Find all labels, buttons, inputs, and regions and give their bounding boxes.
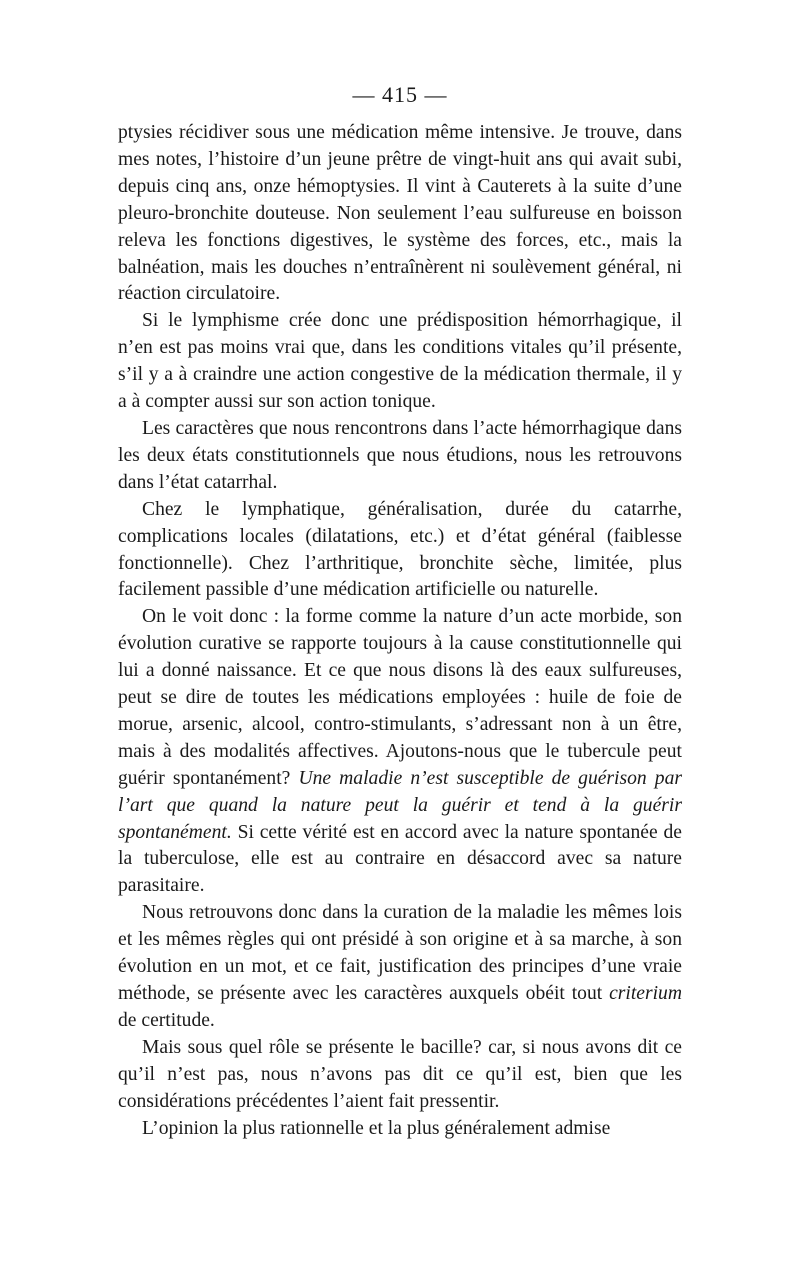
paragraph-5-text-before: On le voit donc : la forme comme la nature d’un acte morbide, son évolution curative se rapporte toujours à la cause constitutionnelle qui lui a donné naissance. Et ce que nous disons là des eaux sulfureuses, peut se dire de toutes les médications employées : huile de foie de morue, arsenic, alcool, contro-stimulants, s’adressant non à un être, mais à des modalités affectives. Ajoutons-nous que le tubercule peut guérir spontanément?	[118, 606, 682, 789]
paragraph-7: Mais sous quel rôle se présente le bacille? car, si nous avons dit ce qu’il n’est pas, nous n’avons pas dit ce qu’il est, bien que les considérations précédentes l’aient fait pressentir.	[118, 1036, 682, 1112]
paragraph-8: L’opinion la plus rationnelle et la plus généralement admise	[142, 1117, 611, 1139]
paragraph-6-italic-term: criterium	[609, 983, 682, 1004]
paragraph-1: ptysies récidiver sous une médication même intensive. Je trouve, dans mes notes, l’histoire d’un jeune prêtre de vingt-huit ans qui avait subi, depuis cinq ans, onze hémoptysies. Il vint à Cauterets à la suite d’une pleuro-bronchite douteuse. Non seulement l’eau sulfureuse en boisson releva les fonctions digestives, le système des forces, etc., mais la balnéation, mais les douches n’entraînèrent ni soulèvement général, ni réaction circulatoire.	[118, 122, 682, 305]
paragraph-5	[118, 604, 682, 900]
page-number: — 415 —	[352, 82, 448, 107]
paragraph-5-italic-quote: Une maladie n’est susceptible de guérison par l’art que quand la nature peut la guérir et tend à la guérir spontanément.	[118, 767, 682, 843]
paragraph-6-text-after: de certitude.	[118, 1009, 215, 1031]
paragraph-6-text-before: Nous retrouvons donc dans la curation de la maladie les mêmes lois et les mêmes règles qui ont présidé à son origine et à sa marche, à son évolution en un mot, et ce fait, justification des principes d’une vraie méthode, se présente avec les caractères auxquels obéit tout	[118, 902, 682, 1004]
body-text	[118, 120, 682, 1142]
paragraph-2: Si le lymphisme crée donc une prédisposition hémorrhagique, il n’en est pas moins vrai que, dans les conditions vitales qu’il présente, s’il y a à craindre une action congestive de la médication thermale, il y a à compter aussi sur son action tonique.	[118, 310, 682, 413]
paragraph-3: Les caractères que nous rencontrons dans l’acte hémorrhagique dans les deux états constitutionnels que nous étudions, nous les retrouvons dans l’état catarrhal.	[118, 417, 682, 493]
paragraph-6	[118, 900, 682, 1035]
paragraph-5-text-after: Si cette vérité est en accord avec la nature spontanée de la tuberculose, elle est au contraire en désaccord avec sa nature parasitaire.	[118, 821, 682, 897]
paragraph-4: Chez le lymphatique, généralisation, durée du catarrhe, complications locales (dilatations, etc.) et d’état général (faiblesse fonctionnelle). Chez l’arthritique, bronchite sèche, limitée, plus facilement passible d’une médication artificielle ou naturelle.	[118, 498, 682, 601]
